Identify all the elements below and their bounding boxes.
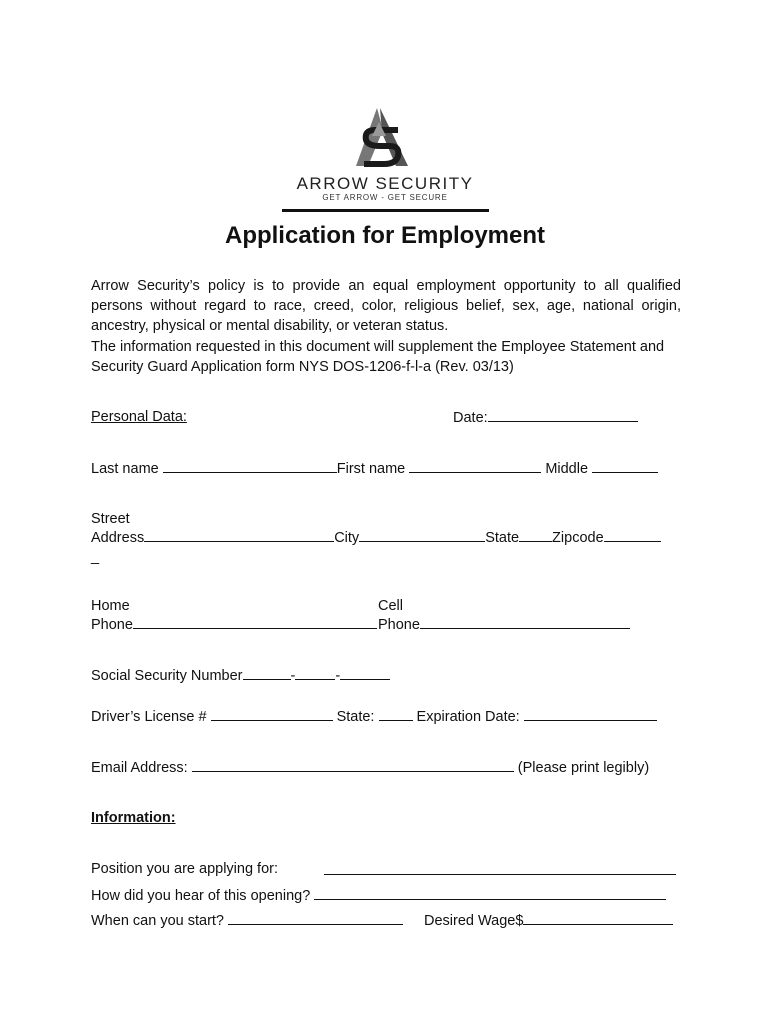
wage-row xyxy=(424,911,673,930)
brand-name: ARROW SECURITY xyxy=(296,174,474,193)
city-field[interactable] xyxy=(359,528,485,542)
hear-field[interactable] xyxy=(314,886,666,900)
home-phone-label: Phone xyxy=(91,617,133,633)
ssn-part1-field[interactable] xyxy=(243,666,291,680)
ssn-separator: - xyxy=(335,668,341,684)
date-row xyxy=(453,408,638,427)
personal-data-heading: Personal Data: xyxy=(91,409,187,425)
cell-phone-label: Phone xyxy=(378,617,420,633)
start-row xyxy=(91,911,403,930)
start-date-field[interactable] xyxy=(228,911,403,925)
cell-label: Cell xyxy=(378,598,403,614)
email-field[interactable] xyxy=(192,758,514,772)
ssn-label: Social Security Number xyxy=(91,668,243,684)
street-label: Street xyxy=(91,511,130,527)
supplement-paragraph: The information requested in this document will supplement the Employee Statement and Security Guard Application form NYS DOS-1206-f-l-a (Rev. 03/13) xyxy=(91,339,665,375)
first-name-field[interactable] xyxy=(409,459,541,473)
cell-phone-field[interactable] xyxy=(420,615,630,629)
middle-name-field[interactable] xyxy=(592,459,658,473)
license-number-field[interactable] xyxy=(211,707,333,721)
last-name-field[interactable] xyxy=(163,459,337,473)
email-label: Email Address: xyxy=(91,760,188,776)
policy-paragraph: Arrow Security’s policy is to provide an equal employment opportunity to all qualified persons without regard to race, creed, color, religious belief, sex, age, national origin, ancestry, physical or mental disability, or veteran status. xyxy=(91,278,681,334)
ssn-separator: - xyxy=(290,668,296,684)
date-field[interactable] xyxy=(488,408,638,422)
middle-label: Middle xyxy=(545,461,589,477)
license-state-label: State: xyxy=(336,709,375,725)
position-label: Position you are applying for: xyxy=(91,861,278,877)
license-state-field[interactable] xyxy=(379,707,413,721)
license-label: Driver’s License # xyxy=(91,709,207,725)
hear-row xyxy=(91,886,666,905)
wage-label: Desired Wage$ xyxy=(424,913,524,929)
wage-field[interactable] xyxy=(523,911,673,925)
brand-divider xyxy=(282,209,489,212)
page-title: Application for Employment xyxy=(224,222,545,249)
state-label: State xyxy=(485,530,520,546)
date-label: Date: xyxy=(453,410,488,426)
address-field[interactable] xyxy=(144,528,334,542)
expiration-date-field[interactable] xyxy=(524,707,657,721)
expiration-label: Expiration Date: xyxy=(416,709,520,725)
ssn-part2-field[interactable] xyxy=(295,666,335,680)
hear-label: How did you hear of this opening? xyxy=(91,888,311,904)
position-field[interactable] xyxy=(324,861,676,875)
last-name-label: Last name xyxy=(91,461,159,477)
email-row xyxy=(91,758,649,777)
home-phone-row xyxy=(91,615,377,634)
ssn-part3-field[interactable] xyxy=(340,666,390,680)
information-heading: Information: xyxy=(91,810,176,826)
zipcode-label: Zipcode xyxy=(552,530,604,546)
first-name-label: First name xyxy=(336,461,406,477)
brand-tagline: GET ARROW - GET SECURE xyxy=(322,193,448,202)
zipcode-field[interactable] xyxy=(604,528,661,542)
state-field[interactable] xyxy=(519,528,552,542)
city-label: City xyxy=(334,530,360,546)
address-overflow-line: _ xyxy=(91,549,100,565)
cell-phone-row xyxy=(378,615,630,634)
name-row xyxy=(91,459,658,478)
ssn-row xyxy=(91,666,390,685)
home-label: Home xyxy=(91,598,130,614)
home-phone-field[interactable] xyxy=(133,615,377,629)
address-row xyxy=(91,528,661,547)
license-row xyxy=(91,707,657,726)
address-label: Address xyxy=(91,530,145,546)
email-note: (Please print legibly) xyxy=(517,760,650,776)
start-label: When can you start? xyxy=(91,913,224,929)
